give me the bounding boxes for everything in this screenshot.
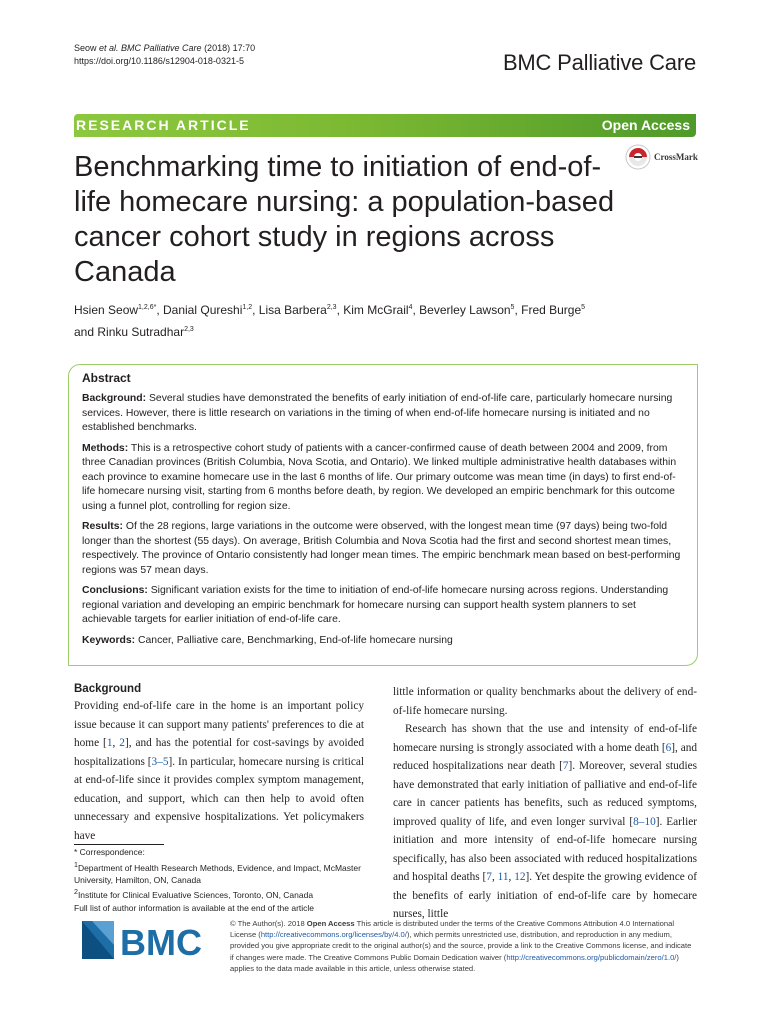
bmc-logo-graphic: [74, 915, 224, 965]
abstract-heading: Abstract: [82, 371, 131, 385]
citation-link[interactable]: 8–10: [633, 815, 656, 828]
article-type-banner: [74, 114, 696, 137]
license-link[interactable]: http://creativecommons.org/licenses/by/4.0/: [260, 930, 407, 940]
affiliation: $^1$Department of Health Research Methods, Evidence, and Impact, McMaster University, Hamilton, ON, Canada: [74, 860, 361, 885]
author[interactable]: Hsien Seow$^{1,2,6*}$: [74, 303, 157, 317]
citation-link[interactable]: 11: [497, 871, 509, 883]
body-paragraph: Providing end-of-life care in the home is an important policy issue because it can support many patients' preferences to die at home [1, 2], and has the potential for cost-savings by avoided hospitalizations [3–5]. In particular, homecare nursing is critical at end-of-life since it provides complex symptom management, education, and support, which can then help to avoid often unnecessary and expensive hospitalizations. Yet policymakers have: [74, 700, 365, 842]
footnote-divider: [74, 844, 164, 845]
bmc-logo: [74, 915, 224, 965]
body-paragraph: Research has shown that the use and intensity of end-of-life homecare nursing is strongly associated with a home death [6], and reduced hospitalizations near death [7]. Moreover, several studies have demonstrated that early initiation of palliative and end-of-life care in cancer patients has benefits, such as reduced symptoms, improved quality of life, and even longer survival [8–10]. Earlier initiation and more intensity of end-of-life homecare nursing specifically, has also been associated with reduced hospitalizations and hospital deaths [7, 11, 12]. Yet despite the growing evidence of the benefits of early initiation of end-of-life care by homecare nurses, little: [393, 723, 698, 920]
author[interactable]: Lisa Barbera$^{2,3}$: [258, 303, 337, 317]
abstract-body: [82, 392, 688, 654]
journal-name: BMC Palliative Care: [502, 50, 696, 75]
author[interactable]: Beverley Lawson$^5$: [419, 303, 515, 317]
correspondence-label: * Correspondence:: [74, 847, 145, 857]
crossmark-icon: [625, 144, 651, 170]
abstract-results: Results: Of the 28 regions, large variations in the outcome were observed, with the longest mean time (97 days) being two-fold longer than the shortest (55 days). On average, British Columbia and Nova Scotia had the first and second shortest mean times, respectively. The province of Ontario consistently had longer mean times. The empiric benchmark mean based on best-performing regions was 57 mean days.: [82, 521, 681, 576]
author[interactable]: Fred Burge$^5$: [521, 303, 586, 317]
abstract-conclusions: Conclusions: Significant variation exists for the time to initiation of end-of-life homecare nursing across regions. Understanding regional variation and developing an empiric benchmark for homecare nursing can support health system planners to set achievable targets for earlier initiation of end-of-life care.: [82, 585, 669, 625]
citation-link[interactable]: 1: [106, 737, 113, 749]
crossmark-button[interactable]: [625, 144, 700, 174]
citation-link[interactable]: 7: [562, 760, 569, 772]
citation-header: [74, 42, 255, 68]
article-title: Benchmarking time to initiation of end-of-life homecare nursing: a population-based cancer cohort study in regions across Canada: [74, 151, 615, 288]
doi-link[interactable]: https://doi.org/10.1186/s12904-018-0321-5: [74, 56, 244, 66]
waiver-link[interactable]: http://creativecommons.org/publicdomain/zero/1.0/: [506, 952, 677, 962]
open-access-label: Open Access: [601, 117, 690, 133]
citation-link[interactable]: 6: [665, 741, 672, 754]
citation-link[interactable]: 3–5: [151, 755, 169, 768]
citation-link[interactable]: 12: [514, 871, 526, 883]
abstract-box: [68, 364, 698, 666]
section-heading-background: Background: [74, 683, 142, 695]
abstract-keywords: Keywords: Cancer, Palliative care, Benchmarking, End-of-life homecare nursing: [82, 634, 453, 646]
citation-link[interactable]: 7: [486, 871, 492, 883]
body-left-column: [74, 683, 364, 845]
affiliation: $^2$Institute for Clinical Evaluative Sciences, Toronto, ON, Canada: [74, 888, 314, 901]
citation-link[interactable]: 2: [119, 737, 125, 749]
bmc-logo-text: BMC: [120, 922, 202, 963]
author[interactable]: and Rinku Sutradhar$^{2,3}$: [74, 325, 194, 339]
correspondence-footnote: [74, 846, 374, 914]
abstract-background: Background: Several studies have demonstrated the benefits of early initiation of end-of-life care, particularly homecare nursing services. However, there is little research on variations in the timing of when end-of-life homecare nursing is initiated and no established benchmarks.: [82, 393, 673, 433]
author[interactable]: Danial Qureshi$^{1,2}$: [163, 303, 253, 317]
author[interactable]: Kim McGrail$^4$: [343, 303, 413, 317]
author-list: Hsien Seow$^{1,2,6*}$, Danial Qureshi$^{1,2}$, Lisa Barbera$^{2,3}$, Kim McGrail$^4$, Beverley Lawson$^5$, Fred Burge$^5$ and Rinku Sutradhar$^{2,3}$: [74, 303, 586, 339]
body-right-column: [393, 683, 697, 924]
license-statement: © The Author(s). 2018 Open Access This article is distributed under the terms of the Creative Commons Attribution 4.0 International License (http://creativecommons.org/licenses/by/4.0/), which permits unrestricted use, distribution, and reproduction in any medium, provided you give appropriate credit to the original author(s) and the source, provide a link to the Creative Commons license, and indicate if changes were made. The Creative Commons Public Domain Dedication waiver (http://creativecommons.org/publicdomain/zero/1.0/) applies to the data made available in this article, unless otherwise stated.: [230, 919, 692, 973]
author-info-note: Full list of author information is available at the end of the article: [74, 902, 315, 913]
body-paragraph: little information or quality benchmarks about the delivery of end-of-life homecare nursing.: [393, 686, 697, 717]
abstract-methods: Methods: This is a retrospective cohort study of patients with a cancer-confirmed cause of death between 2004 and 2009, from three Canadian provinces (British Columbia, Nova Scotia, and Ontario). We linked multiple administrative health databases within each province to examine homecare use in the last 6 months of life. Our primary outcome was mean time (in days) to first end-of-life homecare nursing visit, starting from 6 months before death, by region. We developed an empiric benchmark for this outcome using a funnel plot, controlling for region size.: [82, 442, 677, 512]
article-type-label: RESEARCH ARTICLE: [76, 117, 251, 133]
citation-line: Seow et al. BMC Palliative Care (2018) 17:70: [74, 43, 256, 53]
crossmark-label: CrossMark: [654, 152, 698, 162]
